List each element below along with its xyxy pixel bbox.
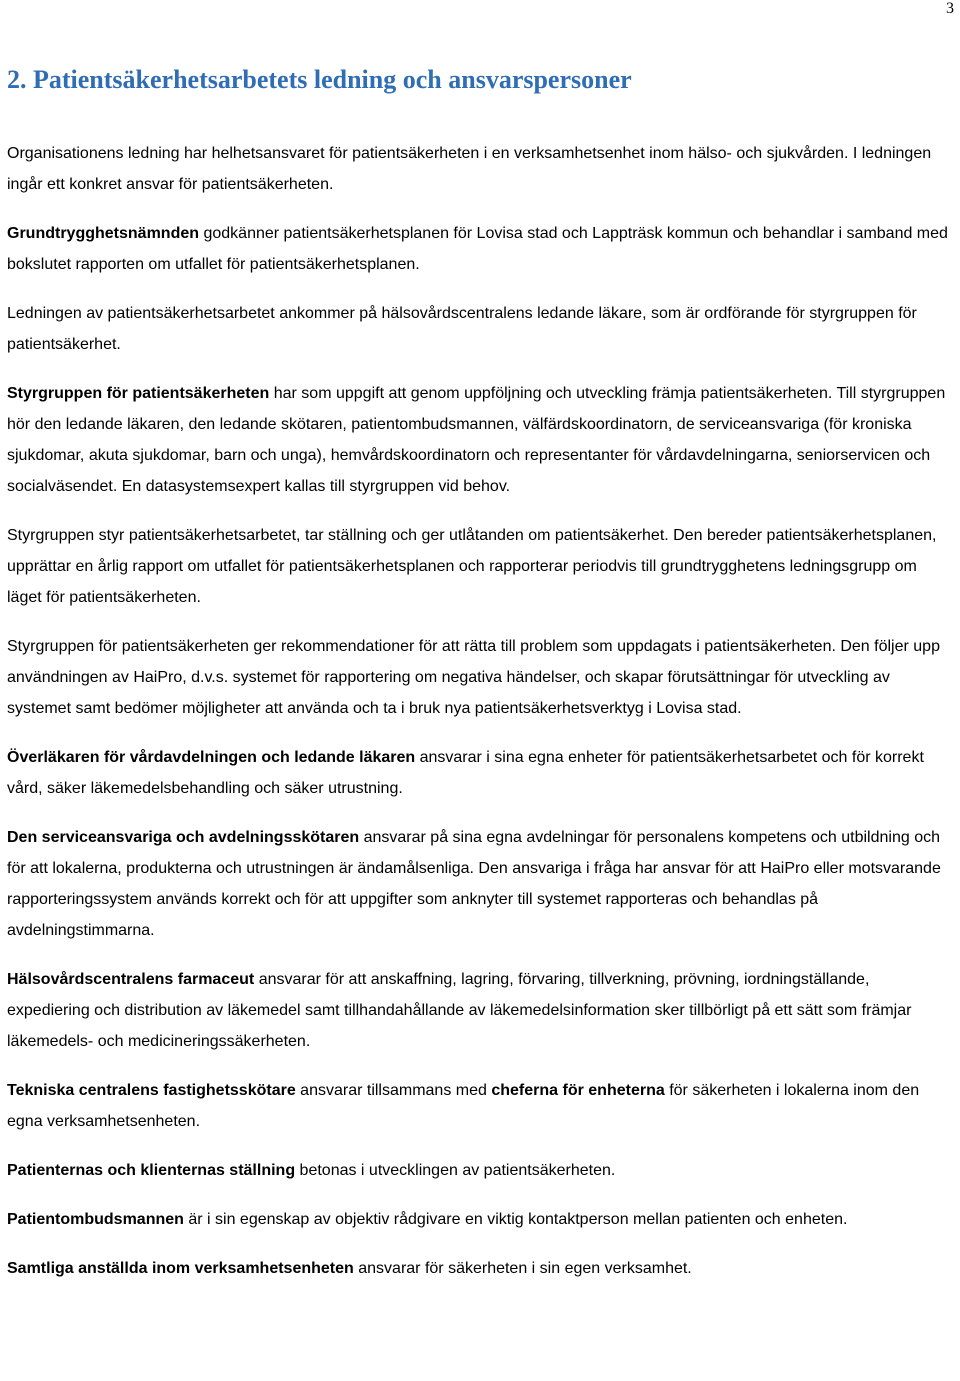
bold-term: cheferna för enheterna — [491, 1082, 665, 1099]
paragraph-text: ansvarar tillsammans med — [300, 1082, 487, 1099]
paragraph-text: ansvarar i sina egna enheter för patientsäkerhetsarbetet och för korrekt vård, säker läkemedelsbehandling och säker utrustning. — [7, 749, 924, 797]
paragraph-text: ansvarar för säkerheten i sin egen verksamhet. — [358, 1260, 692, 1277]
paragraph-text: Ledningen av patientsäkerhetsarbetet ankommer på hälsovårdscentralens ledande läkare, som är ordförande för styrgruppen för patientsäkerhet. — [7, 305, 917, 353]
paragraph-7 — [7, 742, 955, 804]
bold-term: Överläkaren för vårdavdelningen och ledande läkaren — [7, 749, 416, 766]
document-body — [7, 138, 955, 1284]
paragraph-3 — [7, 298, 955, 360]
paragraph-10 — [7, 1075, 955, 1137]
bold-term: Samtliga anställda inom verksamhetsenheten — [7, 1260, 354, 1277]
paragraph-9 — [7, 964, 955, 1057]
bold-term: Patientombudsmannen — [7, 1211, 184, 1228]
paragraph-text: betonas i utvecklingen av patientsäkerheten. — [299, 1162, 616, 1179]
paragraph-text: godkänner patientsäkerhetsplanen för Lovisa stad och Lappträsk kommun och behandlar i samband med bokslutet rapporten om utfallet för patientsäkerhetsplanen. — [7, 225, 948, 273]
paragraph-text: är i sin egenskap av objektiv rådgivare en viktig kontaktperson mellan patienten och enheten. — [188, 1211, 848, 1228]
paragraph-13 — [7, 1253, 955, 1284]
paragraph-text: ansvarar för att anskaffning, lagring, förvaring, tillverkning, prövning, iordningställande, expediering och distribution av läkemedel samt tillhandahållande av läkemedelsinformation sker tillbörligt på ett sätt som främjar läkemedels- och medicineringssäkerheten. — [7, 971, 912, 1050]
paragraph-text: har som uppgift att genom uppföljning och utveckling främja patientsäkerheten. Till styrgruppen hör den ledande läkaren, den ledande skötaren, patientombudsmannen, välfärdskoordinatorn, de serviceansvariga (för kroniska sjukdomar, akuta sjukdomar, barn och unga), hemvårdskoordinatorn och representanter för vårdavdelningarna, seniorservicen och socialväsendet. En datasystemsexpert kallas till styrgruppen vid behov. — [7, 385, 946, 495]
paragraph-text: Styrgruppen styr patientsäkerhetsarbetet, tar ställning och ger utlåtanden om patientsäkerhet. Den bereder patientsäkerhetsplanen, upprättar en årlig rapport om utfallet för patientsäkerhetsplanen och rapporterar periodvis till grundtrygghetens ledningsgrupp om läget för patientsäkerheten. — [7, 527, 937, 606]
paragraph-8 — [7, 822, 955, 946]
paragraph-text: ansvarar på sina egna avdelningar för personalens kompetens och utbildning och för att lokalerna, produkterna och utrustningen är ändamålsenliga. Den ansvariga i fråga har ansvar för att HaiPro eller motsvarande rapporteringssystem används korrekt och för att uppgifter som anknyter till systemet rapporteras och behandlas på avdelningstimmarna. — [7, 829, 941, 939]
paragraph-1 — [7, 138, 955, 200]
paragraph-6 — [7, 631, 955, 724]
paragraph-12 — [7, 1204, 955, 1235]
bold-term: Tekniska centralens fastighetsskötare — [7, 1082, 296, 1099]
bold-term: Grundtrygghetsnämnden — [7, 225, 200, 242]
paragraph-text: Styrgruppen för patientsäkerheten ger rekommendationer för att rätta till problem som uppdagats i patientsäkerheten. Den följer upp användningen av HaiPro, d.v.s. systemet för rapportering om negativa händelser, och skapar förutsättningar för utveckling av systemet samt bedömer möjligheter att använda och ta i bruk nya patientsäkerhetsverktyg i Lovisa stad. — [7, 638, 940, 717]
bold-term: Styrgruppen för patientsäkerheten — [7, 385, 270, 402]
paragraph-text: för säkerheten i lokalerna inom den egna verksamhetsenheten. — [7, 1082, 920, 1130]
paragraph-11 — [7, 1155, 955, 1186]
paragraph-2 — [7, 218, 955, 280]
bold-term: Patienternas och klienternas ställning — [7, 1162, 296, 1179]
page-number: 3 — [946, 0, 954, 17]
bold-term: Hälsovårdscentralens farmaceut — [7, 971, 255, 988]
paragraph-text: Organisationens ledning har helhetsansvaret för patientsäkerheten i en verksamhetsenhet inom hälso- och sjukvården. I ledningen ingår ett konkret ansvar för patientsäkerheten. — [7, 145, 932, 193]
section-heading: 2. Patientsäkerhetsarbetets ledning och ansvarspersoner — [7, 65, 632, 94]
bold-term: Den serviceansvariga och avdelningsskötaren — [7, 829, 360, 846]
paragraph-5 — [7, 520, 955, 613]
paragraph-4 — [7, 378, 955, 502]
